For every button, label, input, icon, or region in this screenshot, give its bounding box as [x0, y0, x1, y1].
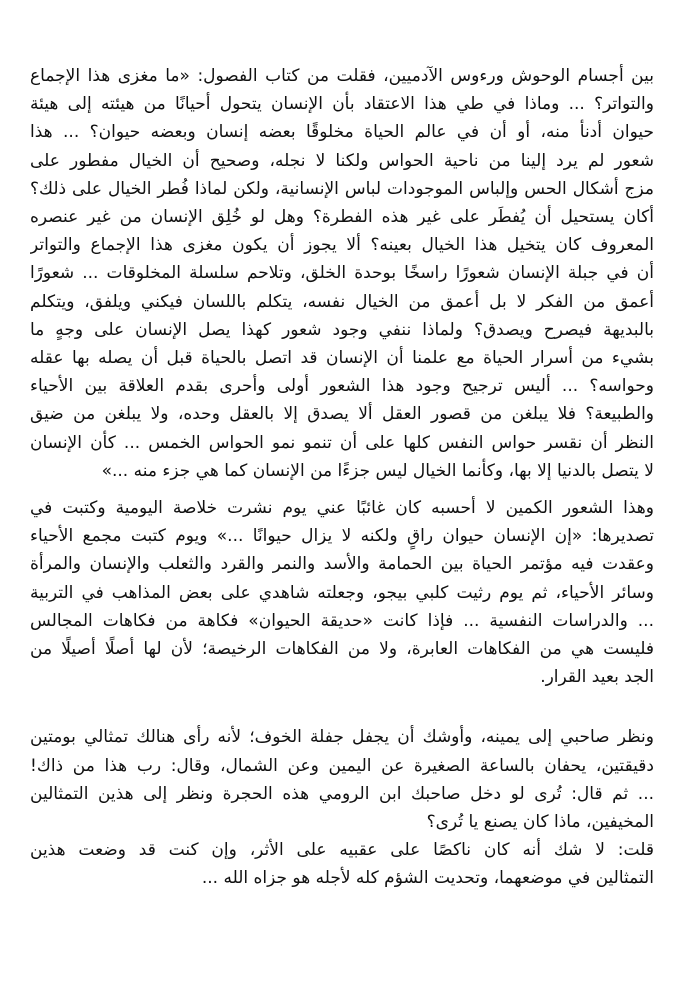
paragraph-3 [30, 723, 654, 836]
text-line: وحواسه؟ ... أليس ترجيح وجود هذا الشعور أولى وأحرى بقدم العلاقة بين الأحياء [30, 376, 654, 397]
text-line: دقيقتين، يحفان بالساعة الصغيرة عن اليمين وعن الشمال، وقال: رب هذا من ذاك! [30, 755, 654, 776]
text-line: لا يتصل بالدنيا إلا بها، وكأنما الخيال ليس جزءًا من الإنسان كما هي جزء منه ...» [101, 460, 654, 481]
text-line: والتواتر؟ ... وماذا في طي هذا الاعتقاد بأن الإنسان يتحول أحيانًا من هيئته إلى هيئة [30, 94, 654, 115]
text-line: التمثالين في موضعهما، وتحديت الشؤم كله لأجله هو جزاه الله ... [201, 868, 654, 889]
text-line: والطبيعة؟ فلا يبلغن من قصور العقل ألا يصدق إلا بالعقل وحده، ولا يبلغن من ضيق [30, 404, 654, 425]
document-page [30, 62, 654, 893]
text-line: ونظر صاحبي إلى يمينه، وأوشك أن يجفل جفلة الخوف؛ لأنه رأى هنالك تمثالي بومتين [30, 727, 654, 748]
paragraph-1 [30, 62, 654, 485]
text-line: أن في جبلة الإنسان شعورًا راسخًا بوحدة الخلق، وتلاحم سلسلة المخلوقات ... شعورًا [30, 263, 654, 284]
paragraph-gap [30, 485, 654, 494]
section-gap [30, 691, 654, 723]
text-line: النظر أن نقسر حواس النفس كلها على أن تنمو نمو الحواس الخمس ... كأن الإنسان [30, 432, 654, 453]
text-line: قلت: لا شك أنه كان ناكصًا على عقبيه على الأثر، وإن كنت قد وضعت هذين [30, 840, 654, 861]
text-line: مزج أشكال الحس وإلباس الموجودات لباس الإنسانية، ولكن لماذا فُطر الخيال على ذلك؟ [30, 178, 654, 199]
paragraph-4 [30, 836, 654, 892]
text-line: تصديرها: «إن الإنسان حيوان راقٍ ولكنه لا يزال حيوانًا ...» ويوم كتبت مجمع الأحياء [30, 526, 654, 547]
text-line: وهذا الشعور الكمين لا أحسبه كان غائبًا عني يوم نشرت خلاصة اليومية وكتبت في [30, 498, 654, 519]
paragraph-2 [30, 494, 654, 691]
text-line: بالبديهة فيصرح ويصدق؟ ولماذا ننفي وجود شعور كهذا يصل الإنسان على وجهٍ ما [30, 319, 654, 340]
text-line: شعور لم يرد إلينا من ناحية الحواس ولكنا لا نجله، وصحيح أن الخيال مفطور على [30, 150, 654, 171]
text-line: بشيء من أسرار الحياة مع علمنا أن الإنسان قد اتصل بالحياة قبل أن يصله بها عقله [30, 348, 654, 369]
text-line: أكان يستحيل أن يُفطَر على غير هذه الفطرة؟ وهل لو خُلِق الإنسان من غير عنصره [30, 207, 654, 228]
text-line: المعروف كان يتخيل هذا الخيال بعينه؟ ألا يجوز أن يكون مغزى هذا الإجماع والتواتر [30, 235, 654, 256]
text-line: ... ثم قال: تُرى لو دخل صاحبك ابن الرومي هذه الحجرة ونظر إلى هذين التمثالين [30, 783, 654, 804]
text-line: أعمق من الفكر لا بل أعمق من الخيال نفسه، يتكلم باللسان فيكني ويلفق، ويتكلم [30, 291, 654, 312]
text-line: حيوان أدنأ منه، أو أن في عالم الحياة مخلوقًا بعضه إنسان وبعضه حيوان؟ ... هذا [30, 122, 654, 143]
text-line: ... والدراسات النفسية ... فإذا كانت «حديقة الحيوان» فكاهة من فكاهات المجالس [30, 610, 654, 631]
text-line: بين أجسام الوحوش ورءوس الآدميين، فقلت من كتاب الفصول: «ما مغزى هذا الإجماع [30, 66, 654, 86]
text-line: فليست هي من الفكاهات العابرة، ولا من الفكاهات الرخيصة؛ لأن لها أصلًا أصيلًا من [30, 639, 654, 660]
text-line: وعقدت فيه مؤتمر الحياة بين الحمامة والأسد والنمر والقرد والثعلب والإنسان والمرأة [30, 554, 654, 575]
text-line: المخيفين، ماذا كان يصنع يا تُرى؟ [426, 812, 654, 833]
text-line: وسائر الأحياء، ثم يوم رثيت كلبي بيجو، وجعلته شاهدي على بعض المذاهب في التربية [30, 582, 654, 603]
text-line: الجد بعيد القرار. [540, 667, 654, 688]
